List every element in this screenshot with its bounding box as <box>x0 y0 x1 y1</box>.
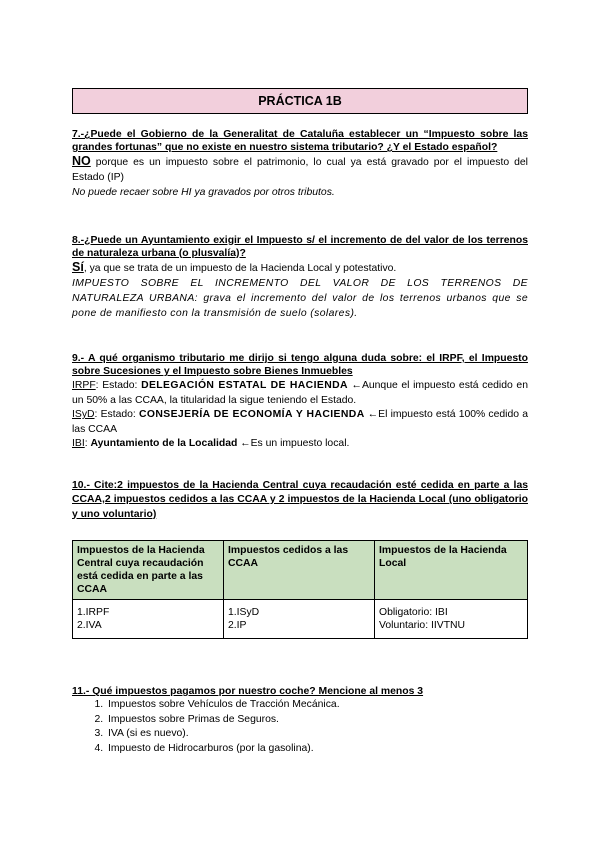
question-11: 11.- Qué impuestos pagamos por nuestro coche? Mencione al menos 3 <box>72 686 424 697</box>
ibi-label: IBI <box>72 438 85 449</box>
answer-7-text: porque es un impuesto sobre el patrimonio, lo cual ya está gravado por el impuesto del Estado (IP) <box>72 157 528 183</box>
answer-7 <box>72 154 528 185</box>
list-item: 3. IVA (si es nuevo). <box>106 727 528 742</box>
question-7: 7.-¿Puede el Gobierno de la Generalitat de Cataluña establecer un “Impuesto sobre las grandes fortunas” que no existe en nuestro sistema tributario? ¿Y el Estado español? <box>72 129 528 153</box>
irpf-note: ←Aunque el impuesto está cedido en un 50% a las CCAA, la titularidad la sigue teniendo el Estado. <box>72 380 528 406</box>
question-8-section <box>72 234 528 322</box>
isyd-note: ←El impuesto está 100% cedido a las CCAA <box>72 409 528 435</box>
answer-9-irpf <box>72 379 528 408</box>
table-cell <box>375 600 528 639</box>
car-taxes-list <box>72 698 528 756</box>
question-10: 10.- Cite:2 impuestos de la Hacienda Central cuya recaudación esté cedida en parte a las CCAA,2 impuestos cedidos a las CCAA y 2 impuestos de la Hacienda Local (uno obligatorio y uno voluntario) <box>72 479 528 520</box>
table-header-cell: Impuestos de la Hacienda Central cuya recaudación está cedida en parte a las CCAA <box>73 541 224 600</box>
note-7: No puede recaer sobre HI ya gravados por otros tributos. <box>72 187 335 198</box>
taxes-table <box>72 540 528 639</box>
answer-9-isyd <box>72 408 528 437</box>
question-11-section <box>72 685 528 756</box>
table-header-cell: Impuestos de la Hacienda Local <box>375 541 528 600</box>
list-item: 2. Impuestos sobre Primas de Seguros. <box>106 713 528 728</box>
note-8: IMPUESTO SOBRE EL INCREMENTO DEL VALOR DE LOS TERRENOS DE NATURALEZA URBANA: grava el incremento del valor de los terrenos urbanos que se pone de manifiesto con la transmisión de suelo (solares). <box>72 278 528 319</box>
irpf-organism: DELEGACIÓN ESTATAL DE HACIENDA <box>141 380 348 391</box>
cell-line: Voluntario: IIVTNU <box>379 620 466 631</box>
answer-9-ibi <box>72 437 528 452</box>
cell-line: Obligatorio: IBI <box>379 607 448 618</box>
answer-8 <box>72 260 528 277</box>
cell-line: 1.IRPF <box>77 607 110 618</box>
cell-line: 2.IVA <box>77 620 102 631</box>
answer-8-text: , ya que se trata de un impuesto de la Hacienda Local y potestativo. <box>83 262 397 274</box>
table-header-row <box>73 541 528 600</box>
page-title: PRÁCTICA 1B <box>258 94 342 108</box>
table-header-cell: Impuestos cedidos a las CCAA <box>224 541 375 600</box>
document-page <box>72 88 528 756</box>
irpf-colon: : Estado: <box>95 380 142 391</box>
question-9: 9.- A qué organismo tributario me dirijo si tengo alguna duda sobre: el IRPF, el Impuesto sobre Sucesiones y el Impuesto sobre Bienes Inmuebles <box>72 353 528 377</box>
ibi-note: ←Es un impuesto local. <box>237 438 350 449</box>
cell-line: 2.IP <box>228 620 247 631</box>
list-item: 1. Impuestos sobre Vehículos de Tracción Mecánica. <box>106 698 528 713</box>
ibi-organism: Ayuntamiento de la Localidad <box>90 438 238 449</box>
question-9-section <box>72 352 528 452</box>
table-row <box>73 600 528 639</box>
list-item: 4. Impuesto de Hidrocarburos (por la gasolina). <box>106 742 528 757</box>
isyd-organism: CONSEJERÍA DE ECONOMÍA Y HACIENDA <box>138 409 365 420</box>
isyd-label: ISyD <box>72 409 95 420</box>
answer-8-word: Sí <box>72 259 84 274</box>
question-8: 8.-¿Puede un Ayuntamiento exigir el Impuesto s/ el incremento de del valor de los terrenos de naturaleza urbana (o plusvalía)? <box>72 234 528 259</box>
question-7-section <box>72 128 528 201</box>
ibi-colon: : <box>84 438 91 449</box>
cell-line: 1.ISyD <box>228 607 260 618</box>
answer-7-word: NO <box>72 154 91 168</box>
table-cell <box>73 600 224 639</box>
question-10-section <box>72 479 528 640</box>
irpf-label: IRPF <box>72 380 96 391</box>
isyd-colon: : Estado: <box>94 409 139 420</box>
page-title-box <box>72 88 528 114</box>
table-cell <box>224 600 375 639</box>
